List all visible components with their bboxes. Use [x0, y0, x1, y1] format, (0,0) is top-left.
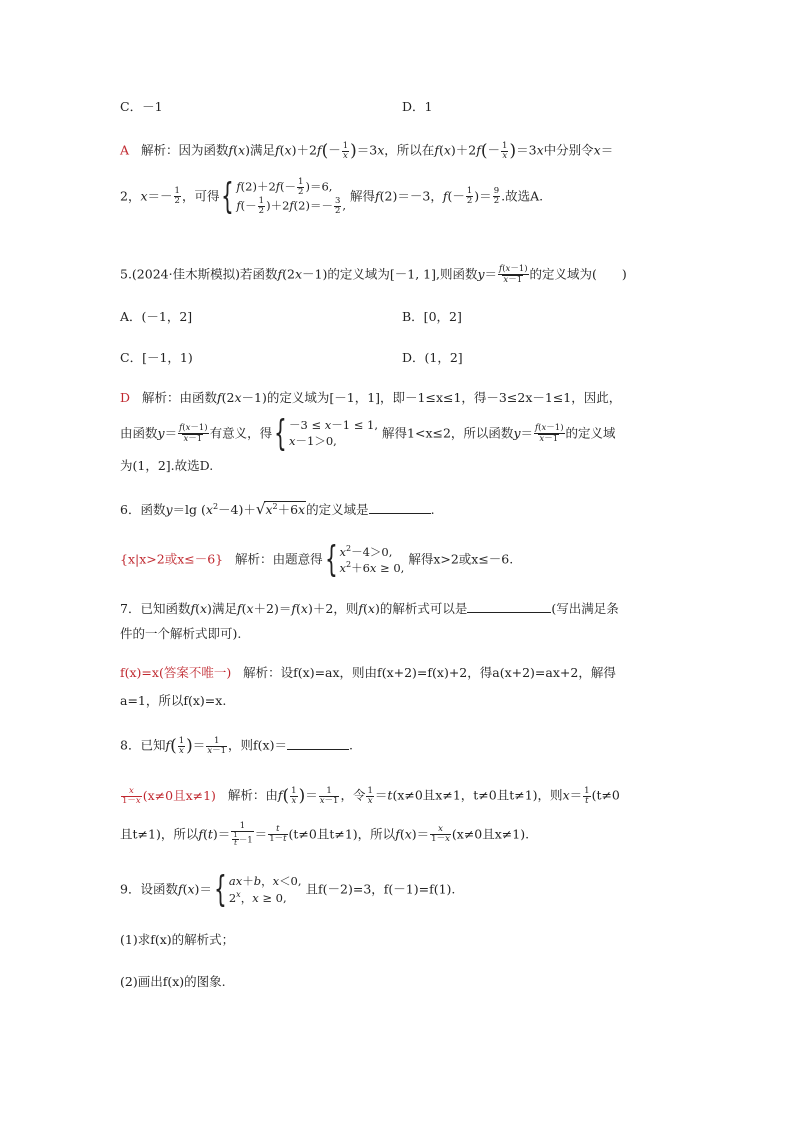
- text: 8．已知: [120, 737, 166, 753]
- q8-answer: $\frac{x}{1-x}$ (x≠0且x≠1): [122, 785, 216, 806]
- piecewise-function: { ax＋b，x＜0, 2$^x$，x ≥ 0,: [214, 869, 302, 910]
- explanation-label: 解析：: [227, 787, 266, 803]
- q8-explanation-line1: $\frac{x}{1-x}$ (x≠0且x≠1) 解析：由f( $\frac{1}{x}$ )＝ $\frac{1}{x-1}$ ，令 $\frac{1}{x}$ ＝t(x≠0且x≠1，t≠0且t≠1)，则x＝ $\frac{1}{t}$ (t≠0: [122, 785, 620, 806]
- text: 可得: [194, 188, 220, 204]
- text: 中分别令: [543, 142, 594, 158]
- text: (写出满足条: [551, 601, 619, 616]
- q5-stem: 5.(2024·佳木斯模拟)若函数f(2x－1)的定义域为[－1, 1],则函数y＝ $\frac{f(x-1)}{x-1}$ 的定义域为( ): [120, 264, 627, 285]
- q5-option-a: A．(－1，2]: [120, 309, 193, 324]
- answer-blank[interactable]: [369, 501, 431, 514]
- text: 的定义域为( ): [529, 266, 627, 282]
- text: 由题意得: [272, 551, 323, 567]
- explanation-label: 解析：: [140, 142, 179, 158]
- text: 的解析式可以是: [379, 601, 468, 616]
- q6-explanation: [120, 539, 514, 580]
- q4-option-c: C．－1: [120, 99, 163, 114]
- text: 由函数: [120, 425, 158, 441]
- q4-explanation-line1: A 解析：因为函数f(x)满足f(x)＋2f(－ $\frac{1}{x}$ )＝3x，所以在f(x)＋2f(－ $\frac{1}{x}$ )＝3x中分别令x＝: [120, 140, 614, 161]
- text: 9．设函数: [120, 881, 178, 897]
- q7-explanation-line2: a=1，所以f(x)=x.: [120, 693, 227, 708]
- q9-stem: 9．设函数f(x)＝ { ax＋b，x＜0, 2$^x$，x ≥ 0, 且f(－2)=3，f(－1)=f(1).: [120, 869, 456, 910]
- q5-explanation-line3: 为(1，2].故选D.: [120, 458, 214, 473]
- text: 的定义域为[－1, 1],则函数: [327, 266, 478, 282]
- text: 7．已知函数: [120, 601, 191, 616]
- text: 解得1<x≤2，所以函数: [382, 425, 514, 441]
- text: 满足: [211, 601, 237, 616]
- q5-option-c: C．[－1，1): [120, 350, 193, 365]
- q7-answer: f(x)=x(答案不唯一): [120, 665, 232, 680]
- q5-option-b: B．[0，2]: [402, 309, 462, 324]
- q4-option-d: D．1: [402, 99, 433, 114]
- text: 解得x>2或x≤－6.: [408, 551, 514, 567]
- text: ，令: [340, 787, 366, 803]
- text: ，则: [333, 601, 359, 616]
- text: 满足: [249, 142, 275, 158]
- q5-answer: D: [120, 390, 131, 405]
- text: 的定义域为[－1，1]，即－1≤x≤1，得－3≤2x－1≤1，因此，: [266, 390, 622, 405]
- q9-part2: (2)画出f(x)的图象.: [120, 974, 226, 989]
- answer-blank[interactable]: [287, 737, 349, 750]
- text: 解得: [350, 188, 376, 204]
- explanation-label: 解析：: [235, 551, 273, 567]
- text: 且f(－2)=3，f(－1)=f(1).: [305, 881, 456, 897]
- q5-option-d: D．(1，2]: [402, 350, 463, 365]
- q5-explanation-line2: 由函数y＝ $\frac{f(x-1)}{x-1}$ 有意义，得 { －3 ≤ x－1 ≤ 1, x－1＞0, 解得1<x≤2，所以函数y＝ $\frac{f(x-1)}{x-1}$ 的定义域: [120, 413, 616, 454]
- q4-explanation-line2: 2，x＝－ $\frac{1}{2}$ ，可得 { f(2)＋2f(－ $\frac{1}{2}$ )＝6, f(－ $\frac{1}{2}$ )＋2f(2)＝－ $\frac{3}{2}$ , 解得f(2)＝－3，f(－ $\frac{1}{2}$ )＝ $\frac{9}{2}$ .故选A.: [120, 175, 544, 217]
- text: 5.(2024·佳木斯模拟)若函数: [120, 266, 278, 282]
- answer-blank[interactable]: [467, 600, 551, 613]
- q5-explanation-line1: D 解析：由函数f(2x－1)的定义域为[－1，1]，即－1≤x≤1，得－3≤2x－1≤1，因此，: [120, 390, 622, 405]
- text: ，所以在: [384, 142, 435, 158]
- q7-stem-line1: 7．已知函数f(x)满足f(x＋2)＝f(x)＋2，则f(x)的解析式可以是 (写出满足条: [120, 601, 619, 616]
- text: (t≠0且t≠1)，所以: [288, 826, 396, 842]
- text: (x≠0且x≠1): [142, 787, 216, 803]
- explanation-label: 解析：: [243, 665, 281, 680]
- explanation-label: 解析：: [141, 390, 180, 405]
- q7-explanation-line1: [120, 665, 616, 680]
- q8-explanation-line2: 且t≠1)，所以f(t)＝ 1 $\frac{1}{t}$ －1 ＝ $\frac{t}{1-t}$ (t≠0且t≠1)，所以f(x)＝ $\frac{x}{1-x}$ (x≠0且x≠1).: [120, 821, 530, 848]
- text: 由函数: [179, 390, 217, 405]
- q8-stem: 8．已知f( $\frac{1}{x}$ )＝ $\frac{1}{x-1}$ ，则f(x)＝ .: [120, 735, 353, 756]
- equation-system: { $x^2-4>0$, $x^2+6x \ge 0$,: [324, 539, 405, 580]
- q9-part1: (1)求f(x)的解析式；: [120, 932, 235, 947]
- text: (x≠0且x≠1，t≠0且t≠1)，则: [392, 787, 563, 803]
- text: 的定义域: [565, 425, 616, 441]
- equation-system: { －3 ≤ x－1 ≤ 1, x－1＞0,: [274, 413, 379, 454]
- q6-answer: {x|x>2或x≤－6}: [120, 551, 224, 567]
- text: 6．函数: [120, 502, 166, 517]
- text: (x≠0且x≠1).: [451, 826, 530, 842]
- text: ，则f(x)＝: [228, 737, 287, 753]
- text: 由: [265, 787, 278, 803]
- equation-system: { f(2)＋2f(－ $\frac{1}{2}$ )＝6, f(－ $\frac{1}{2}$ )＋2f(2)＝－ $\frac{3}{2}$ ,: [221, 175, 347, 217]
- text: 故选A.: [505, 188, 544, 204]
- text: 设f(x)=ax，则由f(x+2)=f(x)+2，得a(x+2)=ax+2，解得: [280, 665, 616, 680]
- q4-answer: A: [120, 142, 130, 158]
- text: 的定义域是: [306, 502, 369, 517]
- text: 有意义，得: [209, 425, 273, 441]
- text: 因为函数: [178, 142, 229, 158]
- q7-stem-line2: 件的一个解析式即可).: [120, 626, 242, 641]
- text: 且t≠1)，所以: [120, 826, 199, 842]
- q6-stem: 6．函数y＝lg $(x^2-4)+√x^2+6x$的定义域是 .: [120, 500, 435, 518]
- text: (t≠0: [591, 787, 620, 803]
